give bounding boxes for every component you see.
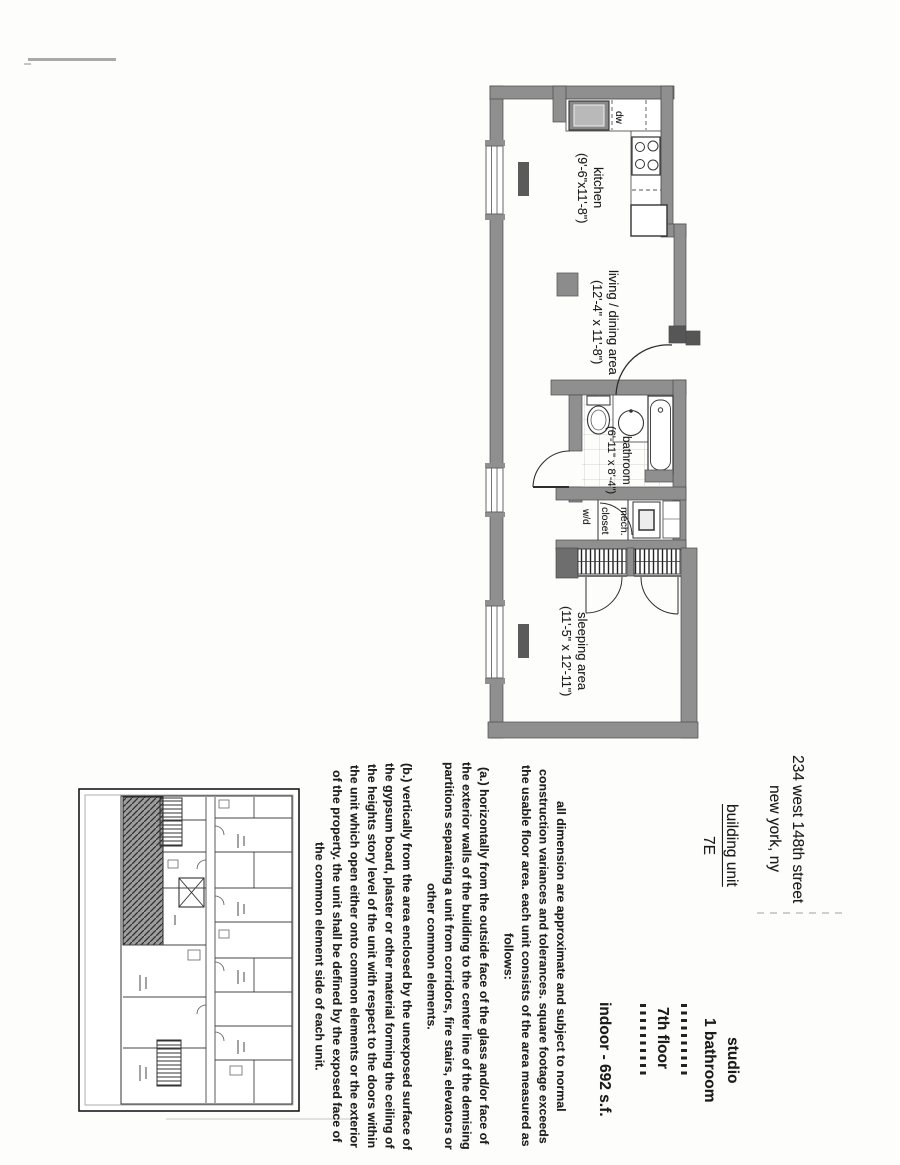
radiator-sleeping xyxy=(518,624,529,658)
disclaimer-line: of the property. the unit shall be defined by the exposed face of xyxy=(330,769,344,1143)
key-plan-elevator xyxy=(179,878,204,907)
key-plan-unit-7e-highlight xyxy=(123,797,163,945)
bathroom-door-arc xyxy=(533,451,570,487)
living-dining-label xyxy=(588,258,622,386)
unit-bathrooms: 1 bathroom xyxy=(701,1017,718,1103)
unit-type: studio xyxy=(724,1036,741,1084)
bathroom-dims: (6'-11" x 8'-4") xyxy=(605,425,617,495)
key-plan-stair-top xyxy=(160,798,182,846)
unit-number: 7E xyxy=(700,835,717,855)
floor-divider-left xyxy=(640,1004,646,1078)
disclaimer-block xyxy=(310,746,569,1165)
floor-divider-right xyxy=(681,1004,687,1078)
disclaimer-line: all dimension are approximate and subject to normal xyxy=(554,800,568,1112)
window-sleeping xyxy=(485,600,529,684)
disclaimer-line: (b.) vertically from the area enclosed by the unexposed surface of xyxy=(400,762,414,1150)
living-name: living / dining area xyxy=(606,269,621,375)
refrigerator xyxy=(631,205,667,236)
disclaimer-line: partitions separating a unit from corridors, fire stairs, elevators or xyxy=(442,762,456,1150)
radiator-kitchen xyxy=(518,162,529,196)
window-living xyxy=(485,463,505,517)
address-line1: 234 west 148th street xyxy=(789,754,806,904)
disclaimer-line: the gypsum board, plaster or other material forming the ceiling of xyxy=(382,763,397,1149)
washer-dryer-label: w/d xyxy=(580,509,591,525)
key-plan-stair-bottom xyxy=(157,1040,181,1086)
disclaimer-line: the exterior walls of the building to the center line of the demising xyxy=(459,762,474,1150)
disclaimer-line: the usable floor area. each unit consists of the area measured as xyxy=(519,765,533,1147)
disclaimer-line: construction variances and tolerances. square footage exceeds xyxy=(536,768,551,1144)
closet-label: closet xyxy=(599,507,611,535)
kitchen-dims: (9'-6"x11'-8") xyxy=(575,152,589,224)
window-kitchen xyxy=(485,140,529,220)
address-line2: new york, ny xyxy=(766,785,783,873)
sleeping-label xyxy=(557,602,591,700)
dishwasher-label: dw xyxy=(613,110,624,124)
closet-rod-right xyxy=(634,549,680,574)
living-dims: (12'-4" x 11'-8") xyxy=(590,279,604,365)
sleeping-name: sleeping area xyxy=(575,611,590,691)
disclaimer-line: other common elements. xyxy=(424,882,439,1030)
kitchen-name: kitchen xyxy=(591,167,606,209)
disclaimer-line: the heights story level of the unit with respect to the doors within xyxy=(365,763,379,1149)
kitchen-label xyxy=(573,132,607,244)
mech-equipment xyxy=(633,501,680,538)
bathroom-name: bathroom xyxy=(620,435,632,485)
building-unit-block xyxy=(697,795,743,895)
sleeping-dims: (11'-5" x 12'-11") xyxy=(559,605,573,697)
kitchen-sink xyxy=(569,101,609,130)
disclaimer-line: follows: xyxy=(501,932,516,980)
bathtub xyxy=(645,396,673,482)
area-label: indoor - 692 s.f. xyxy=(596,1001,613,1117)
mech-closet-label: mech. xyxy=(618,506,630,536)
building-unit-label: building unit xyxy=(723,803,740,887)
closet-rod-left xyxy=(578,549,626,574)
bathroom-label xyxy=(603,417,633,503)
disclaimer-line: the common element side of each unit. xyxy=(312,841,327,1071)
structural-column xyxy=(557,273,578,296)
disclaimer-line: (a.) horizontally from the outside face of the glass and/or face of xyxy=(477,767,491,1145)
disclaimer-line: the unit which open either onto common elements or the exterior xyxy=(347,764,362,1148)
unit-type-block xyxy=(698,1013,744,1107)
key-plan xyxy=(79,789,299,1111)
address-block xyxy=(763,748,809,910)
floor-label: 7th floor xyxy=(654,1007,671,1069)
closet-door-arcs xyxy=(578,576,681,614)
stove xyxy=(632,137,660,175)
